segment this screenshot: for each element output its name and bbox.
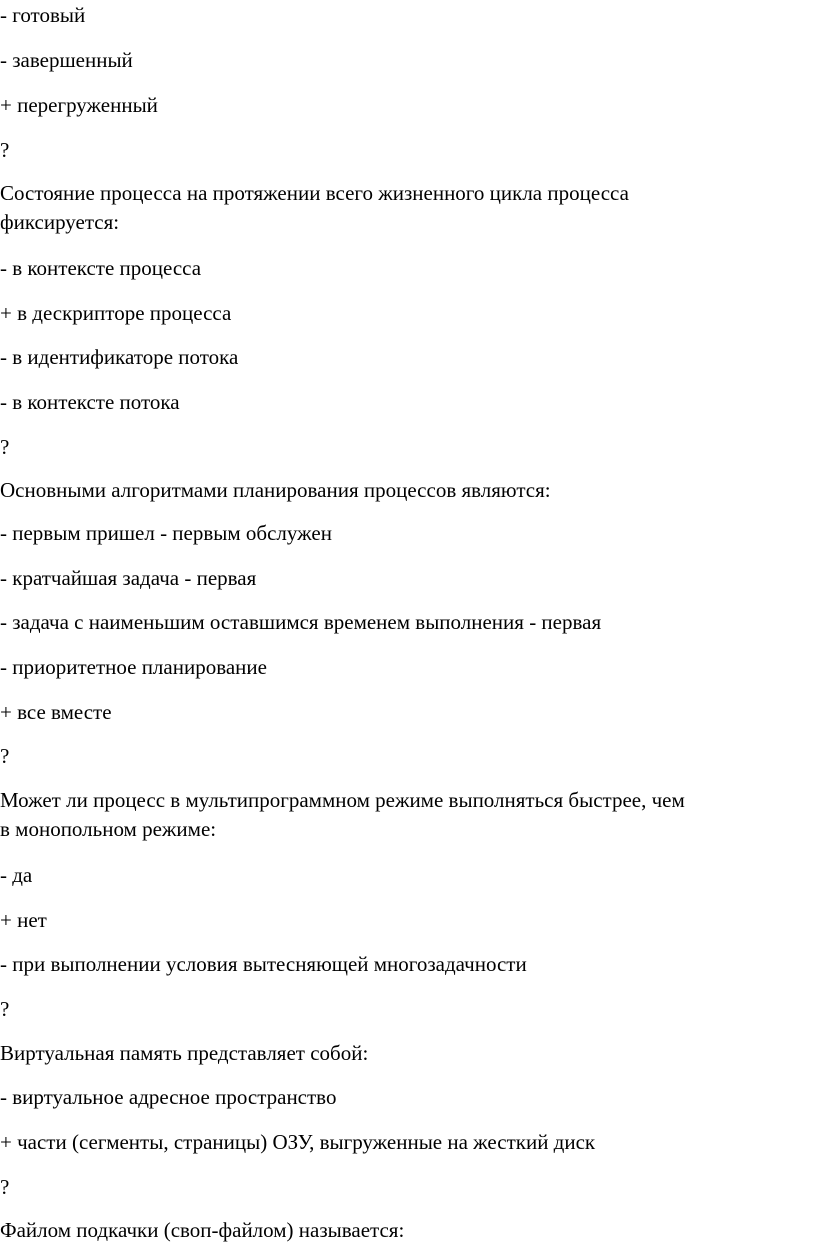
question-marker: ? (0, 138, 10, 162)
answer-option: - виртуальное адресное пространство (0, 1085, 337, 1109)
question-marker: ? (0, 1175, 10, 1199)
answer-option: - в контексте процесса (0, 256, 202, 280)
question-text: Может ли процесс в мультипрограммном режиме выполняться быстрее, чем (0, 788, 685, 812)
question-marker: ? (0, 435, 10, 459)
question-text: Основными алгоритмами планирования процессов являются: (0, 478, 551, 502)
answer-option-correct: + нет (0, 908, 47, 932)
answer-option: - первым пришел - первым обслужен (0, 521, 332, 545)
question-marker: ? (0, 997, 10, 1021)
answer-option-correct: + перегруженный (0, 93, 158, 117)
answer-option-correct: + части (сегменты, страницы) ОЗУ, выгруженные на жесткий диск (0, 1130, 596, 1154)
answer-option: - завершенный (0, 48, 133, 72)
question-text: Виртуальная память представляет собой: (0, 1041, 369, 1065)
answer-option: - в контексте потока (0, 390, 180, 414)
question-text: фиксируется: (0, 210, 120, 234)
answer-option: - кратчайшая задача - первая (0, 566, 257, 590)
answer-option: - при выполнении условия вытесняющей многозадачности (0, 952, 527, 976)
answer-option-correct: + в дескрипторе процесса (0, 301, 232, 325)
answer-option: - да (0, 863, 33, 887)
answer-option: - приоритетное планирование (0, 655, 267, 679)
answer-option: - задача с наименьшим оставшимся временем выполнения - первая (0, 610, 602, 634)
question-text: Файлом подкачки (своп-файлом) называется: (0, 1218, 405, 1242)
question-text: Состояние процесса на протяжении всего жизненного цикла процесса (0, 181, 629, 205)
question-text: в монопольном режиме: (0, 817, 217, 841)
answer-option-correct: + все вместе (0, 700, 112, 724)
answer-option: - в идентификаторе потока (0, 345, 239, 369)
question-marker: ? (0, 744, 10, 768)
answer-option: - готовый (0, 3, 86, 27)
